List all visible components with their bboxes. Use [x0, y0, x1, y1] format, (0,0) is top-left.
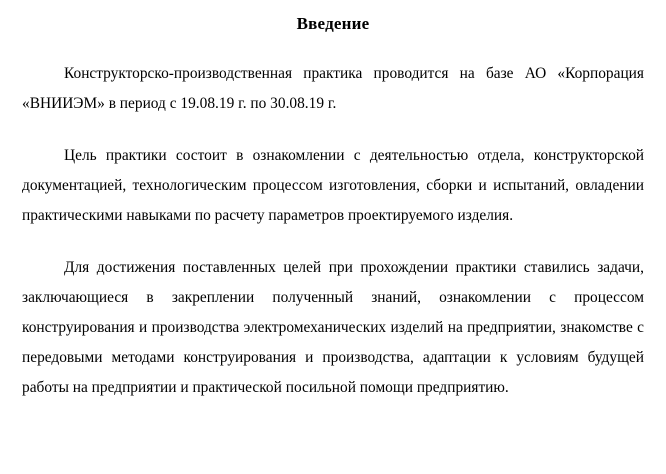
paragraph-3: Для достижения поставленных целей при прохождении практики ставились задачи, заключающиеся в закреплении полученный знаний, ознакомлении с процессом конструирования и производства электромеханических изделий на предприятии, знакомстве с передовыми методами конструирования и производства, адаптации к условиям будущей работы на предприятии и практической посильной помощи предприятию. — [22, 259, 644, 396]
page-title: Введение — [296, 14, 370, 33]
paragraph-2: Цель практики состоит в ознакомлении с деятельностью отдела, конструкторской документацией, технологическим процессом изготовления, сборки и испытаний, овладении практическими навыками по расчету параметров проектируемого изделия. — [22, 147, 644, 224]
paragraph-1: Конструкторско-производственная практика проводится на базе АО «Корпорация «ВНИИЭМ» в период с 19.08.19 г. по 30.08.19 г. — [22, 65, 644, 112]
